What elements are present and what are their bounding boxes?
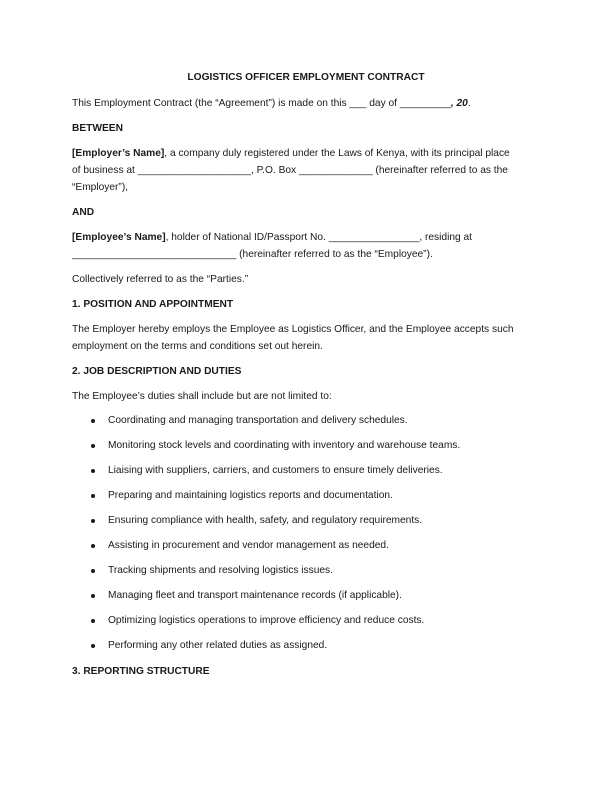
list-item: Optimizing logistics operations to improve efficiency and reduce costs. (72, 613, 542, 638)
list-item: Tracking shipments and resolving logistics issues. (72, 563, 542, 588)
employer-line-3: “Employer”), (72, 182, 129, 193)
bullet-icon (91, 494, 95, 498)
intro-paragraph (72, 96, 542, 112)
list-item: Assisting in procurement and vendor management as needed. (72, 538, 542, 563)
between-label: BETWEEN (72, 123, 123, 134)
section-1-line-2: employment on the terms and conditions set out herein. (72, 341, 323, 352)
intro-text: This Employment Contract (the “Agreement”) is made on this ___ day of _________ (72, 98, 451, 109)
intro-end: . (467, 98, 471, 109)
list-item: Coordinating and managing transportation and delivery schedules. (72, 413, 542, 438)
employee-line-1-rest: , holder of National ID/Passport No. ________________, residing at (165, 232, 473, 243)
section-3-heading: 3. REPORTING STRUCTURE (72, 666, 210, 677)
section-2-intro: The Employee’s duties shall include but are not limited to: (72, 391, 332, 402)
employer-line-1 (72, 146, 542, 162)
bullet-icon (91, 444, 95, 448)
bullet-icon (91, 544, 95, 548)
employer-line-2: of business at ____________________, P.O. Box _____________ (hereinafter referred to as the (72, 165, 508, 176)
list-item: Managing fleet and transport maintenance records (if applicable). (72, 588, 542, 613)
bullet-icon (91, 469, 95, 473)
duties-list (72, 413, 542, 663)
bullet-icon (91, 594, 95, 598)
and-label: AND (72, 207, 95, 218)
bullet-icon (91, 619, 95, 623)
document-title: LOGISTICS OFFICER EMPLOYMENT CONTRACT (187, 72, 425, 83)
bullet-icon (91, 644, 95, 648)
section-1-line-1: The Employer hereby employs the Employee as Logistics Officer, and the Employee accepts such (72, 324, 514, 335)
list-item: Liaising with suppliers, carriers, and customers to ensure timely deliveries. (72, 463, 542, 488)
bullet-icon (91, 419, 95, 423)
employee-line-1 (72, 230, 542, 246)
bullet-icon (91, 519, 95, 523)
list-item: Preparing and maintaining logistics reports and documentation. (72, 488, 542, 513)
list-item: Ensuring compliance with health, safety, and regulatory requirements. (72, 513, 542, 538)
section-2-heading: 2. JOB DESCRIPTION AND DUTIES (72, 366, 242, 377)
employer-name: [Employer’s Name] (72, 148, 165, 159)
intro-year: , 20 (450, 98, 468, 109)
employee-name: [Employee’s Name] (72, 232, 166, 243)
collectively-text: Collectively referred to as the “Parties.” (72, 274, 249, 285)
employer-line-1-rest: , a company duly registered under the Laws of Kenya, with its principal place (164, 148, 510, 159)
bullet-icon (91, 569, 95, 573)
list-item: Performing any other related duties as assigned. (72, 638, 542, 663)
list-item: Monitoring stock levels and coordinating with inventory and warehouse teams. (72, 438, 542, 463)
section-1-heading: 1. POSITION AND APPOINTMENT (72, 299, 234, 310)
employee-line-2: _____________________________ (hereinafter referred to as the “Employee”). (72, 249, 433, 260)
